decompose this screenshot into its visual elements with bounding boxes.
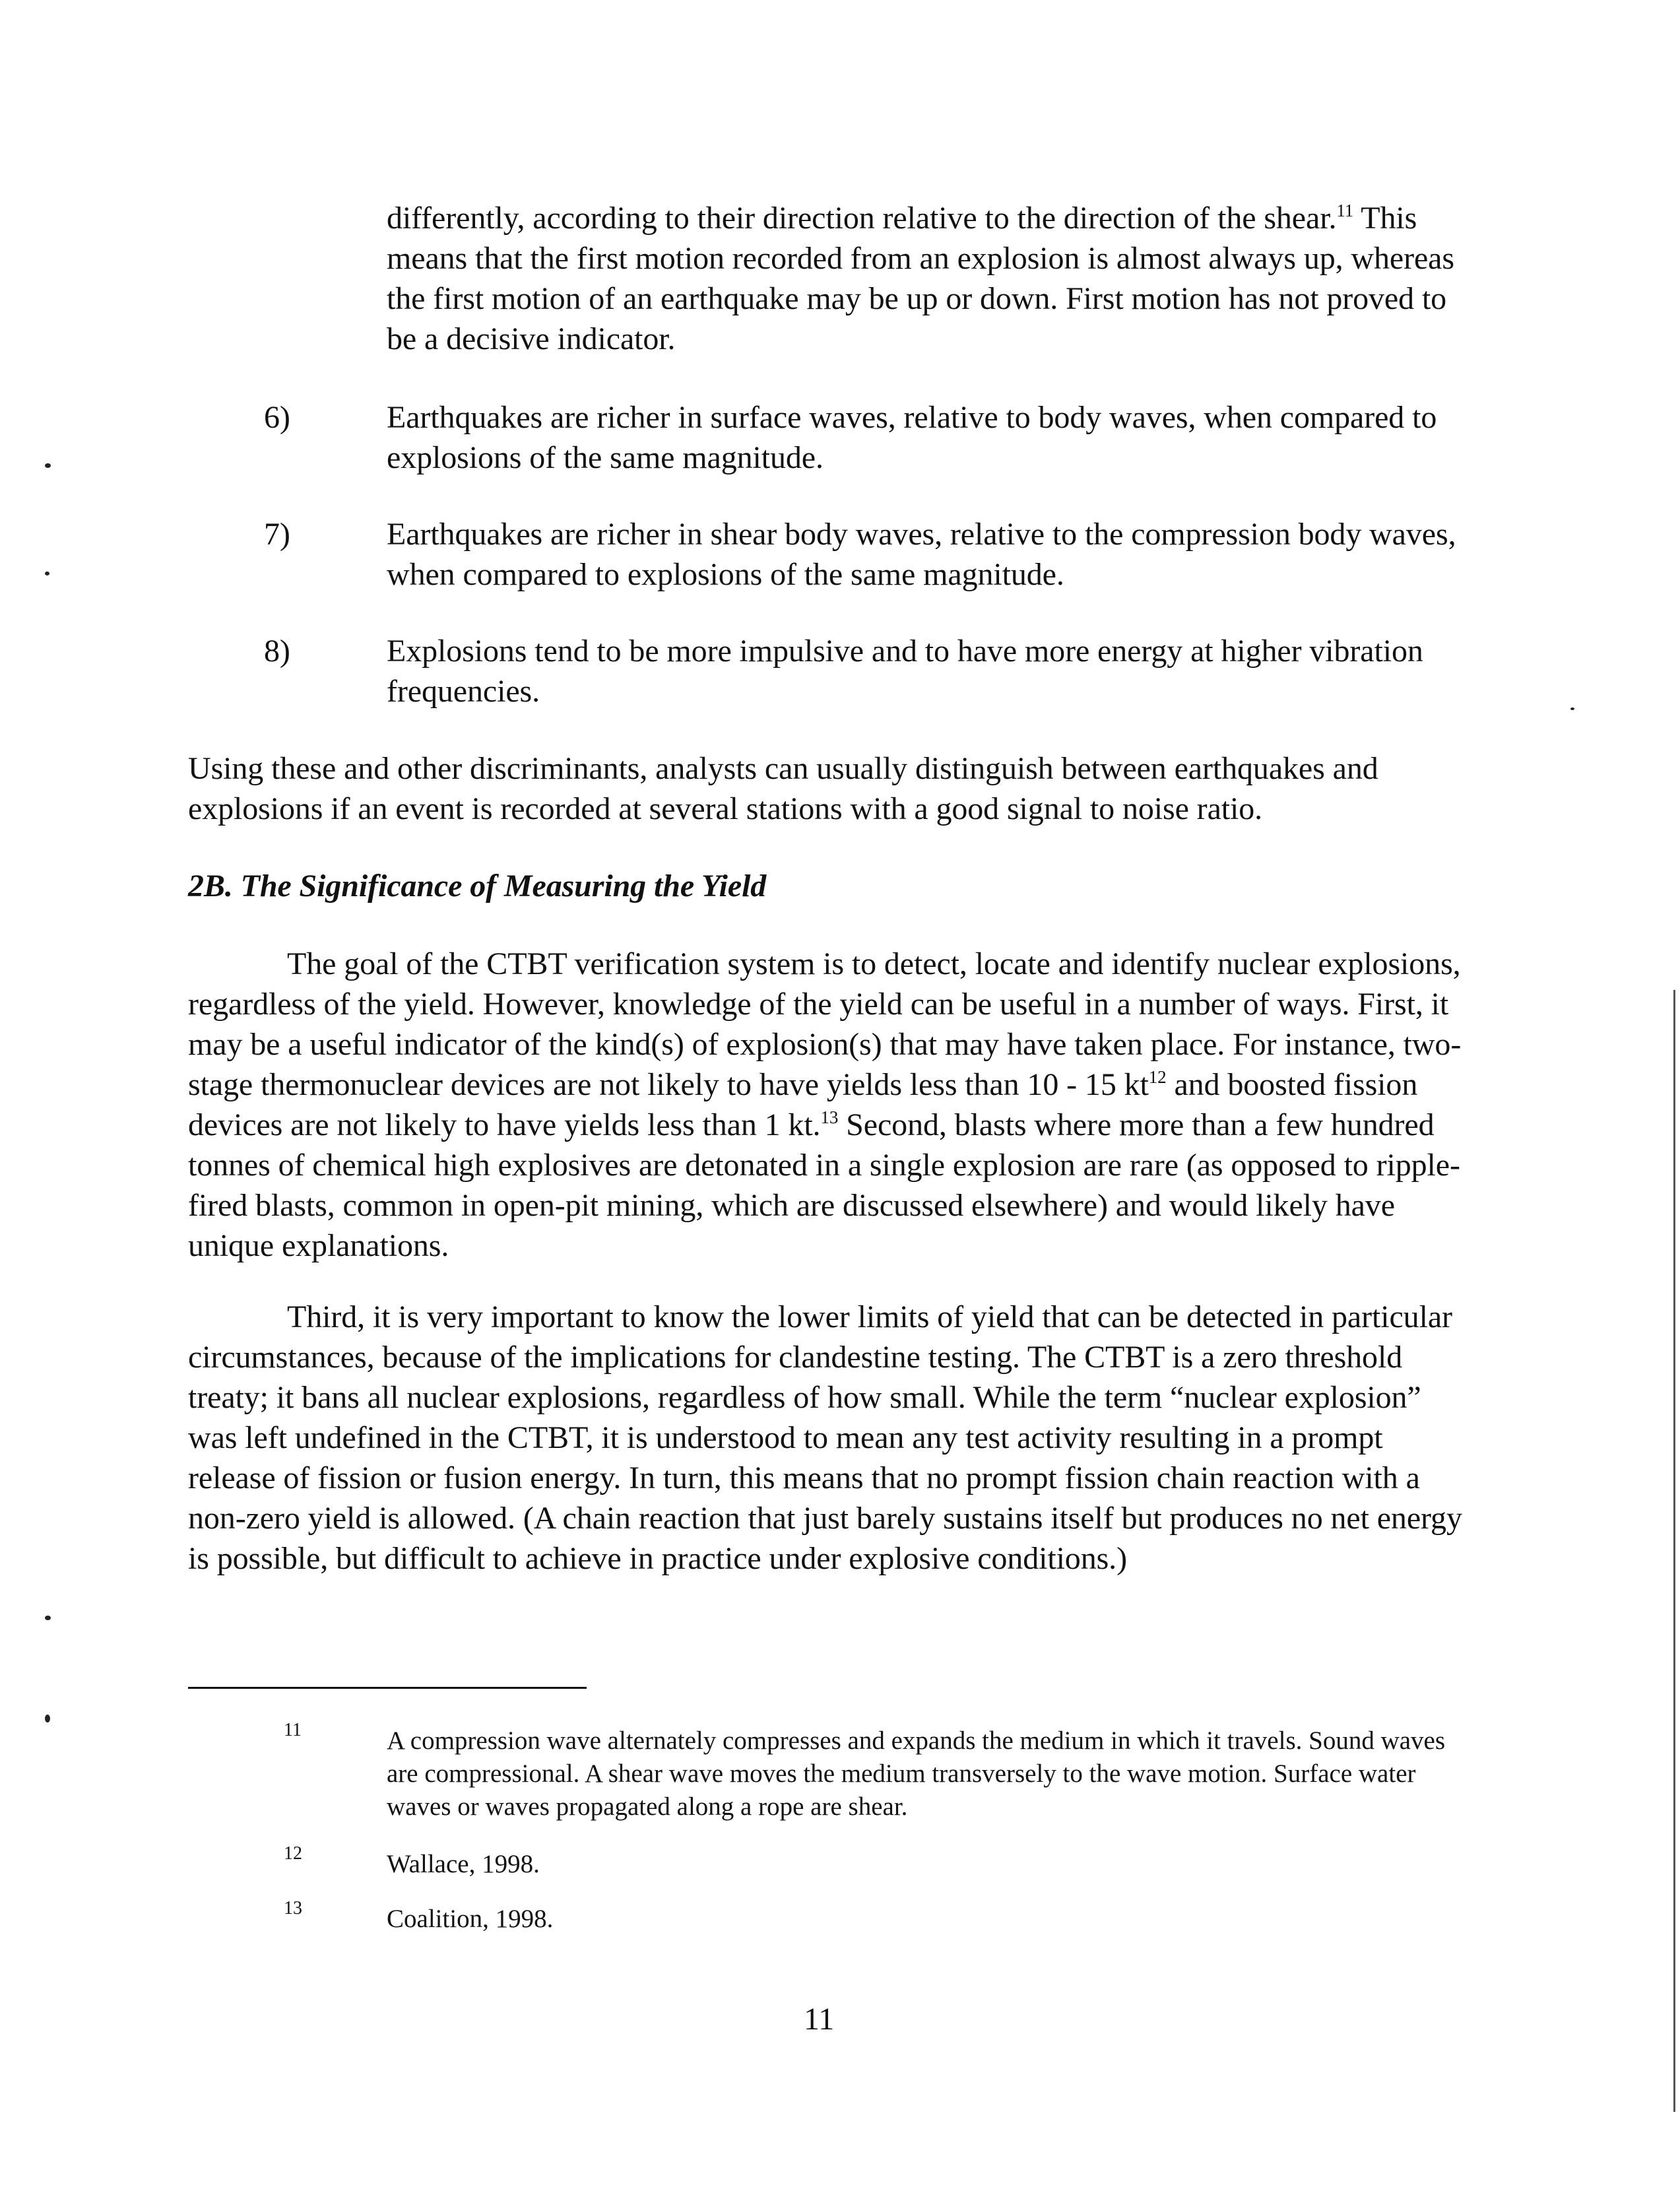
footnote-text: A compression wave alternately compresses and expands the medium in which it travels. Sound waves are compressional. A shear wave moves the medium transversely to the wave motion. Surface water waves or waves propagated along a rope are shear. — [387, 1726, 1446, 1821]
list-item-text: Earthquakes are richer in shear body waves, relative to the compression body waves, when compared to explosions of the same magnitude. — [387, 517, 1456, 592]
continuation-text-1: differently, according to their direction relative to the direction of the shear. — [387, 201, 1337, 236]
scan-speck — [45, 463, 51, 468]
list-item-continuation — [387, 198, 1469, 359]
scan-speck — [45, 1616, 51, 1620]
list-item-text: Earthquakes are richer in surface waves, relative to body waves, when compared to explosions of the same magnitude. — [387, 400, 1437, 475]
footnote-ref-11: 11 — [1336, 201, 1354, 220]
footnote-text: Coalition, 1998. — [387, 1905, 554, 1933]
section-heading: 2B. The Significance of Measuring the Yield — [188, 869, 767, 903]
list-item-number: 6) — [264, 400, 290, 435]
footnote-number: 11 — [284, 1720, 302, 1740]
paragraph-text: The goal of the CTBT verification system is to detect, locate and identify nuclear explosions, regardless of the yield. However, knowledge of the yield can be useful in a number of ways. First, it may be a useful indicator of the kind(s) of explosion(s) that may have taken place. For instance, two-stage thermonuclear devices are not likely to have yields less than 10 - 15 kt — [188, 946, 1462, 1102]
scan-speck — [1570, 707, 1574, 710]
list-item-text: Explosions tend to be more impulsive and to have more energy at higher vibration frequencies. — [387, 634, 1423, 709]
list-item-number: 7) — [264, 517, 290, 552]
footnote-number: 13 — [284, 1898, 302, 1918]
body-paragraph-1 — [188, 944, 1468, 1266]
body-paragraph-2: Third, it is very important to know the lower limits of yield that can be detected in particular circumstances, because of the implications for clandestine testing. The CTBT is a zero threshold treaty; it bans all nuclear explosions, regardless of how small. While the term “nuclear explosion” was left undefined in the CTBT, it is understood to mean any test activity resulting in a prompt release of fission or fusion energy. In turn, this means that no prompt fission chain reaction with a non-zero yield is allowed. (A chain reaction that just barely sustains itself but produces no net energy is possible, but difficult to achieve in practice under explosive conditions.) — [188, 1299, 1462, 1576]
scan-speck — [45, 1715, 50, 1722]
page-number: 11 — [804, 2002, 835, 2037]
scan-speck — [45, 572, 49, 575]
paragraph-text: and boosted fission devices are not likely to have yields less than 1 kt. — [188, 1067, 1418, 1142]
footnote-number: 12 — [284, 1843, 302, 1864]
continuation-text-2: This means that the first motion recorded from an explosion is almost always up, whereas the first motion of an earthquake may be up or down. First motion has not proved to be a decisive indicator. — [387, 201, 1454, 356]
footnote-separator — [188, 1687, 587, 1689]
paragraph-text: Second, blasts where more than a few hundred tonnes of chemical high explosives are detonated in a single explosion are rare (as opposed to ripple-fired blasts, common in open-pit mining, which are discussed elsewhere) and would likely have unique explanations. — [188, 1107, 1460, 1263]
scan-edge-line — [1673, 990, 1675, 2112]
footnote-ref-12: 12 — [1148, 1067, 1167, 1087]
list-item-number: 8) — [264, 634, 290, 669]
summary-paragraph: Using these and other discriminants, analysts can usually distinguish between earthquakes and explosions if an event is recorded at several stations with a good signal to noise ratio. — [188, 751, 1378, 826]
footnote-ref-13: 13 — [820, 1107, 839, 1127]
footnote-text: Wallace, 1998. — [387, 1850, 540, 1878]
